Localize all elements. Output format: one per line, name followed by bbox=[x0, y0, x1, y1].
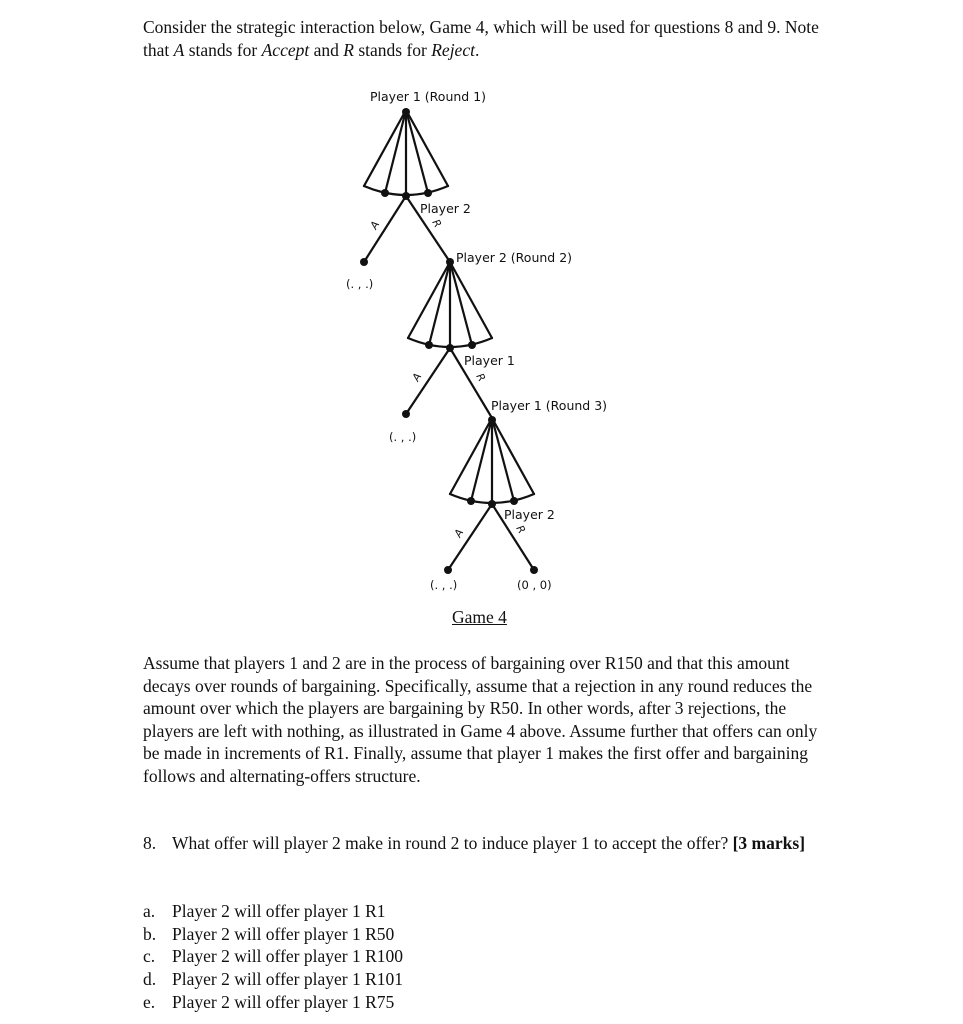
round3-accept-label: A bbox=[452, 527, 467, 540]
accept-word: Accept bbox=[261, 39, 310, 60]
payoff-round2: (. , .) bbox=[389, 430, 417, 444]
round1-label: Player 1 (Round 1) bbox=[370, 89, 487, 104]
option-text: Player 2 will offer player 1 R75 bbox=[172, 991, 395, 1012]
intro-part5: . bbox=[474, 39, 480, 60]
node-round1-root bbox=[402, 108, 410, 116]
option-d[interactable] bbox=[143, 968, 833, 991]
accept-symbol: A bbox=[173, 39, 185, 60]
round1-offer-fan bbox=[364, 110, 448, 196]
round1-accept-label: A bbox=[368, 219, 383, 232]
figure-caption: Game 4 bbox=[452, 607, 507, 627]
node-round2-root bbox=[446, 258, 454, 266]
question-marks: [3 marks] bbox=[732, 833, 806, 853]
question-text: What offer will player 2 make in round 2 to induce player 1 to accept the offer? bbox=[172, 833, 729, 853]
intro-part2: stands for bbox=[184, 39, 262, 60]
payoff-round1: (. , .) bbox=[346, 277, 374, 291]
node-round2-accept-terminal bbox=[402, 410, 410, 418]
reject-word: Reject bbox=[431, 39, 475, 60]
intro-part1: Consider the strategic interaction below, Game 4, which will be used for questions 8 and 9. Note that bbox=[143, 17, 819, 60]
option-text: Player 2 will offer player 1 R100 bbox=[172, 946, 404, 967]
round3-offer-fan bbox=[450, 418, 534, 504]
intro-part4: stands for bbox=[353, 39, 432, 60]
node-round3-offer bbox=[488, 500, 496, 508]
question-text-block bbox=[172, 832, 833, 855]
node-round1-offer bbox=[381, 189, 389, 197]
node-round2-offer bbox=[446, 344, 454, 352]
round3-accept-branch bbox=[448, 504, 492, 570]
option-letter: d. bbox=[143, 969, 157, 990]
round1-reject-label: R bbox=[429, 217, 444, 230]
payoff-round3: (. , .) bbox=[430, 578, 458, 592]
option-a[interactable] bbox=[143, 900, 833, 923]
option-letter: c. bbox=[143, 946, 156, 967]
round2-offer-fan bbox=[408, 262, 492, 348]
context-paragraph: Assume that players 1 and 2 are in the process of bargaining over R150 and that this amount decays over rounds of bargaining. Specifically, assume that a rejection in any round reduces the amount over which the players are bargaining by R50. In other words, after 3 rejections, the players are left with nothing, as illustrated in Game 4 above. Assume further that offers can only be made in increments of R1. Finally, assume that player 1 makes the first offer and bargaining follows and alternating-offers structure. bbox=[143, 653, 818, 786]
option-b[interactable] bbox=[143, 923, 833, 946]
question-8 bbox=[143, 832, 833, 855]
node-round2-offer bbox=[468, 341, 476, 349]
round2-reject-label: R bbox=[473, 371, 488, 384]
response2-label: Player 1 bbox=[464, 353, 515, 368]
node-round3-reject-terminal bbox=[530, 566, 538, 574]
option-letter: b. bbox=[143, 923, 157, 944]
option-text: Player 2 will offer player 1 R1 bbox=[172, 901, 386, 921]
option-text: Player 2 will offer player 1 R101 bbox=[172, 969, 404, 990]
intro-part3: and bbox=[309, 39, 344, 60]
response3-label: Player 2 bbox=[504, 507, 555, 522]
node-round1-offer bbox=[424, 189, 432, 197]
node-round3-root bbox=[488, 416, 496, 424]
round3-label: Player 1 (Round 3) bbox=[491, 398, 608, 413]
payoff-final: (0 , 0) bbox=[517, 578, 552, 592]
round1-accept-branch bbox=[364, 196, 406, 262]
node-round3-offer bbox=[510, 497, 518, 505]
question-number: 8. bbox=[143, 833, 157, 853]
option-text: Player 2 will offer player 1 R50 bbox=[172, 923, 395, 944]
answer-options bbox=[143, 900, 833, 1013]
option-e[interactable] bbox=[143, 991, 833, 1014]
round3-reject-label: R bbox=[513, 523, 528, 536]
reject-symbol: R bbox=[343, 39, 354, 60]
node-round1-offer bbox=[402, 192, 410, 200]
option-letter: e. bbox=[143, 991, 156, 1012]
node-round3-offer bbox=[467, 497, 475, 505]
option-c[interactable] bbox=[143, 945, 833, 968]
round2-accept-branch bbox=[406, 348, 450, 414]
option-letter: a. bbox=[143, 901, 156, 921]
round2-label: Player 2 (Round 2) bbox=[456, 250, 573, 265]
response1-label: Player 2 bbox=[420, 201, 471, 216]
round2-accept-label: A bbox=[410, 371, 425, 384]
node-round1-accept-terminal bbox=[360, 258, 368, 266]
node-round3-accept-terminal bbox=[444, 566, 452, 574]
node-round2-offer bbox=[425, 341, 433, 349]
